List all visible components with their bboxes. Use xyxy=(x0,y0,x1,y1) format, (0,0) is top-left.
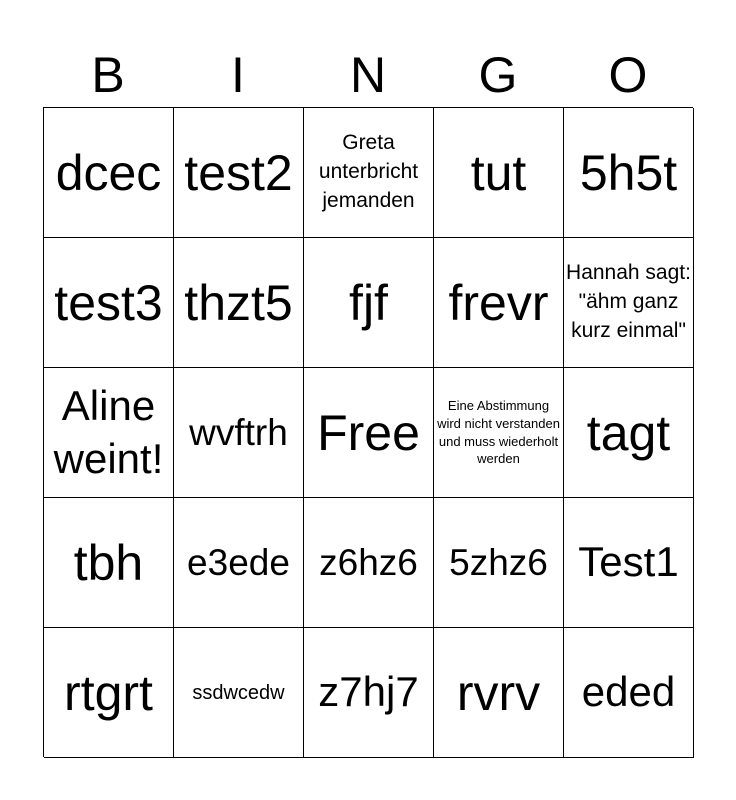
bingo-cell-r3-c5[interactable] xyxy=(564,368,694,498)
bingo-cell-r4-c3[interactable] xyxy=(304,498,434,628)
cell-text: Eine Abstimmung wird nicht verstanden und muss wiederholt werden xyxy=(437,398,560,467)
header-letter-b: B xyxy=(91,47,125,103)
cell-text: Aline weint! xyxy=(53,382,164,482)
free-space-text: Free xyxy=(317,404,420,461)
bingo-cell-r2-c3[interactable] xyxy=(304,238,434,368)
header-letter-o: O xyxy=(608,47,648,103)
bingo-cell-r4-c4[interactable] xyxy=(434,498,564,628)
bingo-cell-r5-c5[interactable] xyxy=(564,628,694,758)
header-letter-n: N xyxy=(349,47,387,103)
cell-text: test3 xyxy=(54,274,163,331)
cell-text: Hannah sagt: "ähm ganz kurz einmal" xyxy=(566,261,691,342)
bingo-header xyxy=(43,44,693,106)
bingo-cell-r4-c2[interactable] xyxy=(174,498,304,628)
bingo-cell-r3-c2[interactable] xyxy=(174,368,304,498)
cell-text: dcec xyxy=(55,144,162,201)
cell-text: eded xyxy=(581,668,676,716)
cell-text: fjf xyxy=(349,274,388,331)
cell-text: 5h5t xyxy=(579,144,678,201)
cell-text: frevr xyxy=(448,274,549,331)
bingo-cell-r4-c1[interactable] xyxy=(44,498,174,628)
cell-text: z7hj7 xyxy=(318,668,419,716)
cell-text: z6hz6 xyxy=(319,542,418,583)
bingo-cell-r1-c4[interactable] xyxy=(434,108,564,238)
cell-text: 5zhz6 xyxy=(449,542,548,583)
bingo-cell-r5-c1[interactable] xyxy=(44,628,174,758)
bingo-cell-r2-c2[interactable] xyxy=(174,238,304,368)
bingo-cell-r3-c1[interactable] xyxy=(44,368,174,498)
bingo-cell-r1-c1[interactable] xyxy=(44,108,174,238)
bingo-cell-r1-c5[interactable] xyxy=(564,108,694,238)
bingo-cell-r1-c3[interactable] xyxy=(304,108,434,238)
cell-text: e3ede xyxy=(187,542,290,583)
cell-text: tbh xyxy=(73,534,144,591)
cell-text: test2 xyxy=(184,144,293,201)
header-letter-i: I xyxy=(231,47,245,103)
bingo-cell-r1-c2[interactable] xyxy=(174,108,304,238)
bingo-cell-r5-c2[interactable] xyxy=(174,628,304,758)
bingo-cell-r5-c3[interactable] xyxy=(304,628,434,758)
cell-text: tagt xyxy=(586,404,671,461)
bingo-cell-r2-c5[interactable] xyxy=(564,238,694,368)
cell-text: ssdwcedw xyxy=(192,681,285,704)
bingo-cell-r5-c4[interactable] xyxy=(434,628,564,758)
cell-text: Test1 xyxy=(578,538,679,586)
header-letter-g: G xyxy=(478,47,518,103)
bingo-cell-r3-c4[interactable] xyxy=(434,368,564,498)
cell-text: rvrv xyxy=(456,664,541,721)
cell-text: wvftrh xyxy=(189,412,288,453)
cell-text: thzt5 xyxy=(184,274,293,331)
bingo-card-grid xyxy=(43,107,693,757)
bingo-cell-r4-c5[interactable] xyxy=(564,498,694,628)
cell-text: Greta unterbricht jemanden xyxy=(318,131,419,212)
cell-text: tut xyxy=(470,144,527,201)
cell-text: rtgrt xyxy=(64,664,153,721)
bingo-cell-r2-c1[interactable] xyxy=(44,238,174,368)
bingo-cell-r2-c4[interactable] xyxy=(434,238,564,368)
bingo-cell-free[interactable] xyxy=(304,368,434,498)
